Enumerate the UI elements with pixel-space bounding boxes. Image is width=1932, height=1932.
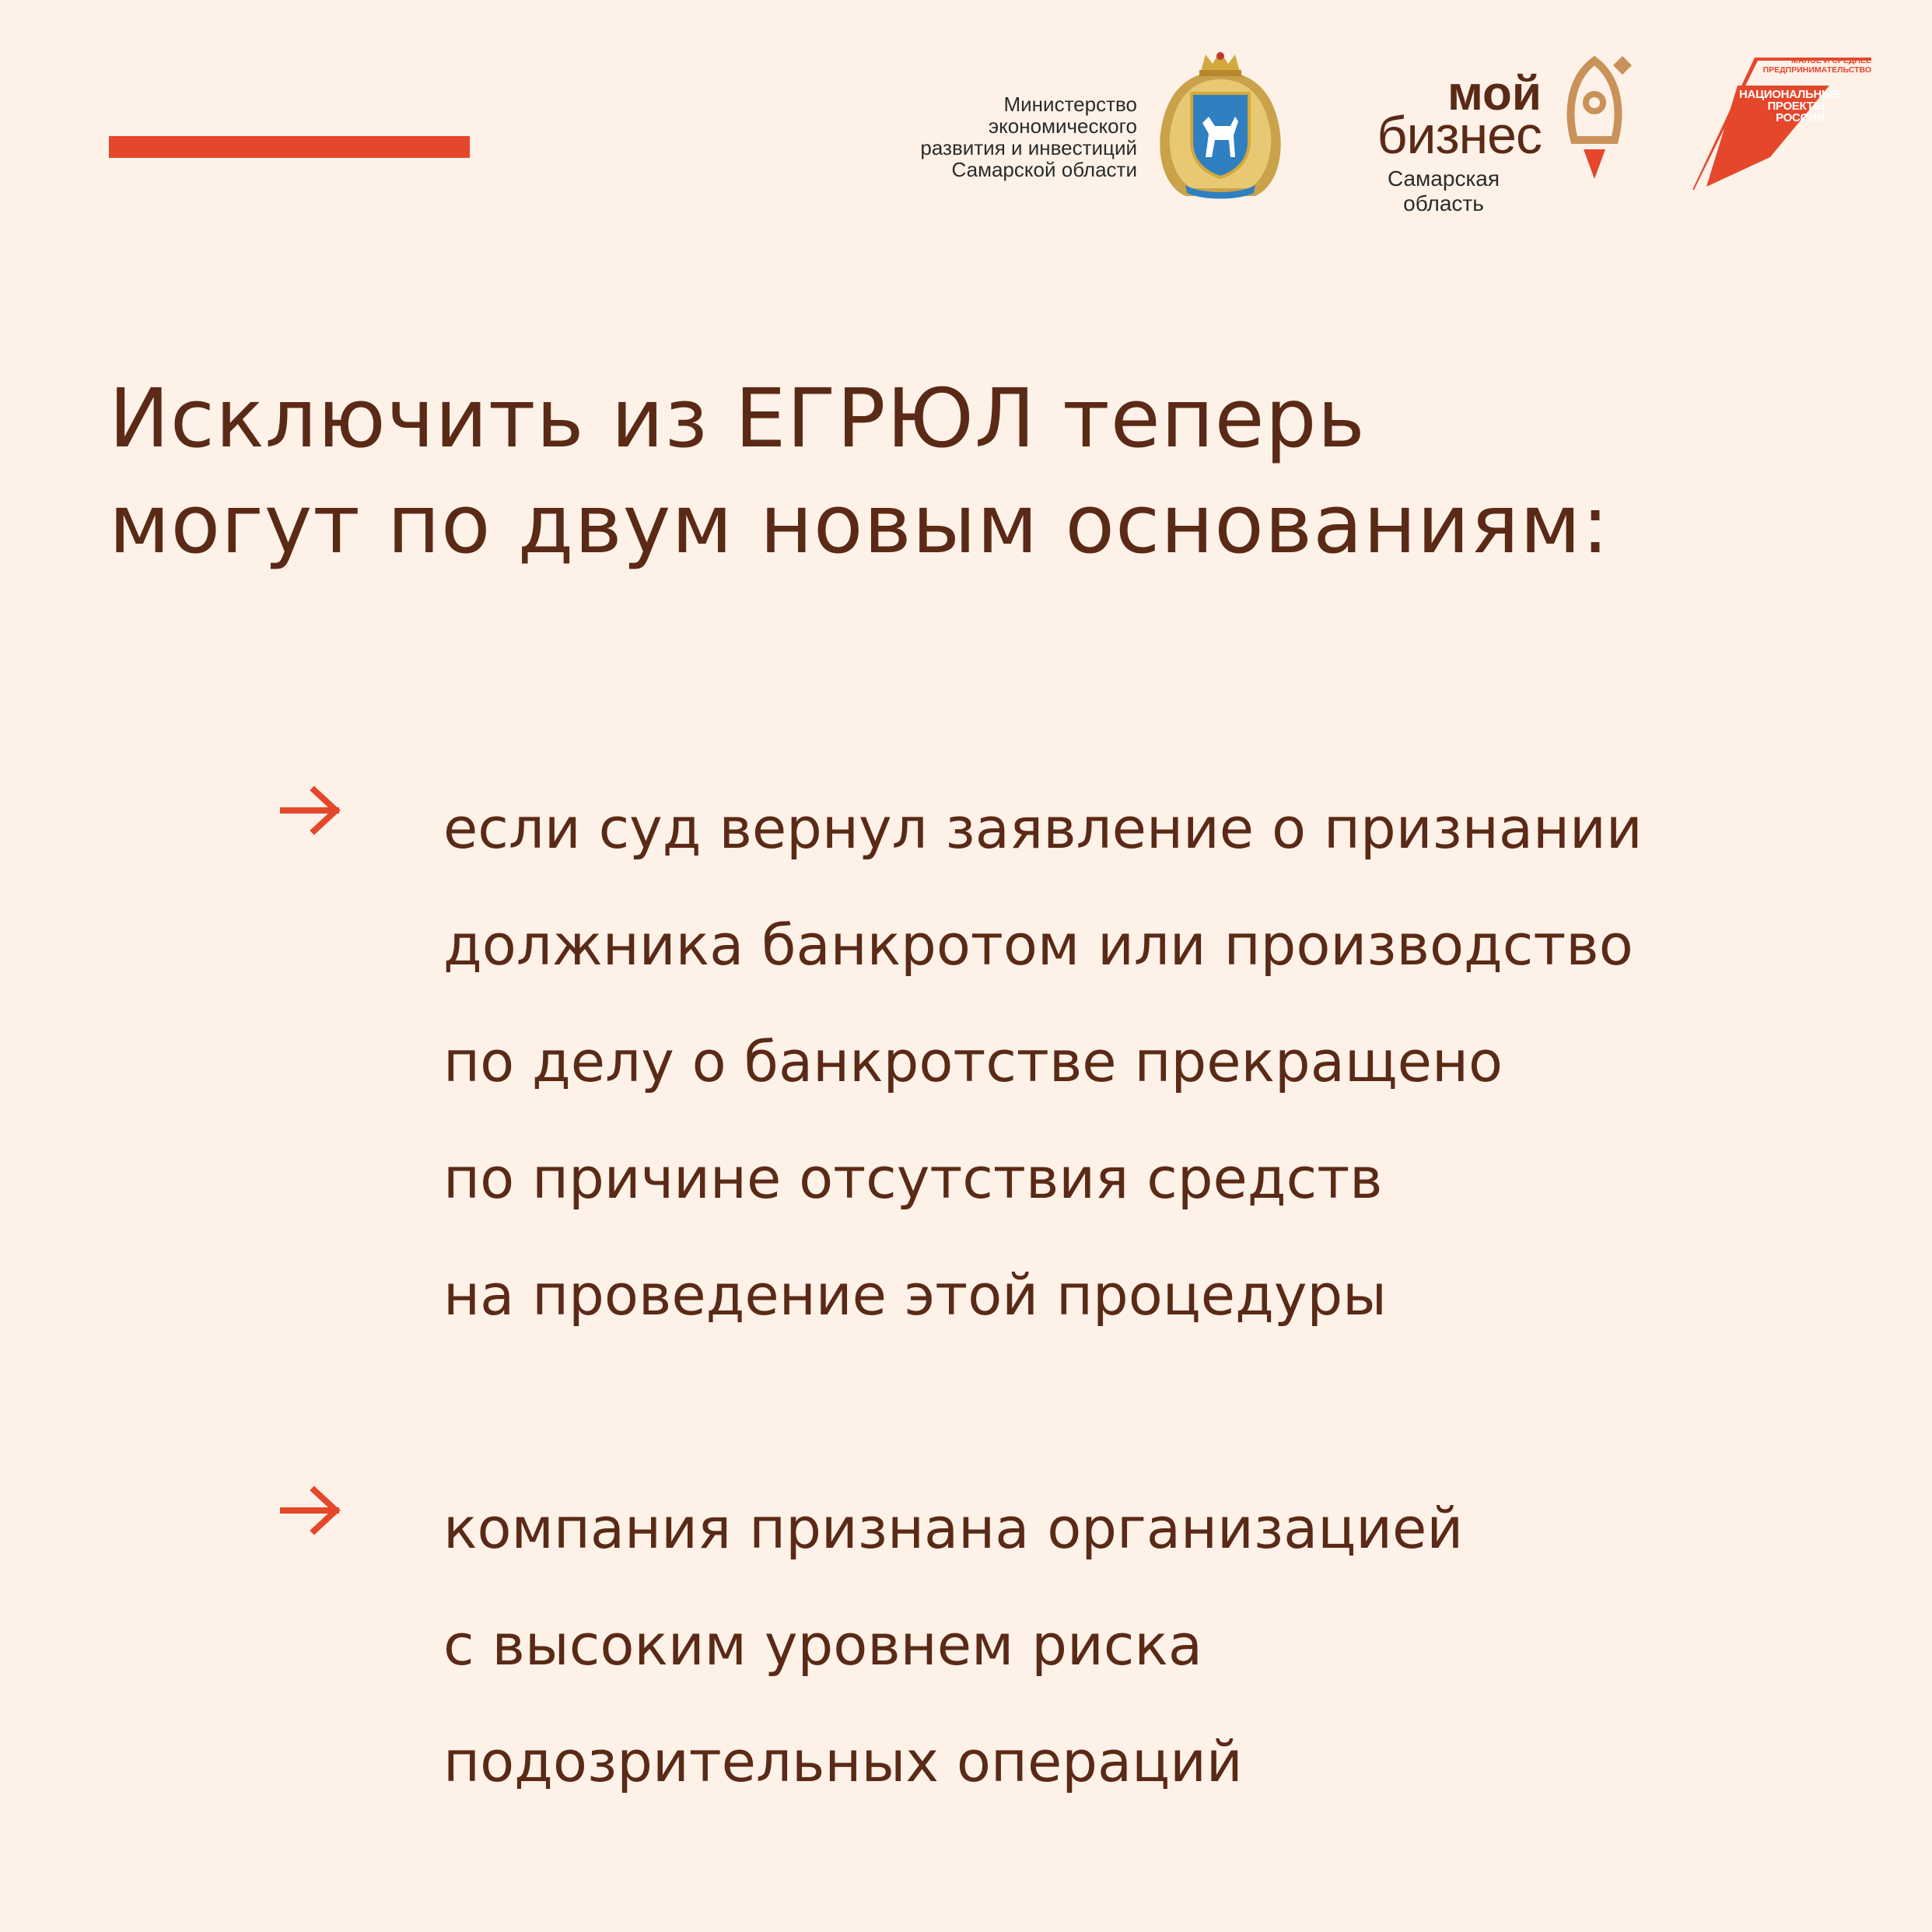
moy-biznes-logo <box>1346 67 1548 215</box>
coat-of-arms-icon <box>1154 48 1286 201</box>
bullet-line: если суд вернул заявление о признании <box>443 796 1643 861</box>
bullet-line: с высоким уровнем риска <box>443 1612 1202 1678</box>
accent-line <box>109 136 470 158</box>
headline-line: Исключить из ЕГРЮЛ теперь <box>109 371 1366 466</box>
ministry-line: развития и инвестиций <box>920 136 1137 159</box>
np-main-line: РОССИИ <box>1776 111 1825 124</box>
ministry-line: Министерство <box>1003 93 1137 116</box>
np-main-line: НАЦИОНАЛЬНЫЕ <box>1739 88 1841 101</box>
national-projects-top <box>1758 56 1871 75</box>
ministry-line: экономического <box>988 114 1137 138</box>
national-projects-logo <box>1692 56 1873 193</box>
np-main-line: ПРОЕКТЫ <box>1767 100 1825 113</box>
bullet-text <box>443 770 1843 1353</box>
arrow-right-icon <box>280 1486 344 1535</box>
bullet-line: по делу о банкротстве прекращено <box>443 1029 1503 1094</box>
bullet-line: подозрительных операций <box>443 1729 1243 1794</box>
national-projects-title <box>1739 88 1841 124</box>
np-top-line: МАЛОЕ И СРЕДНЕЕ <box>1790 56 1871 65</box>
bullet-line: компания признана организацией <box>443 1496 1464 1561</box>
np-top-line: ПРЕДПРИНИМАТЕЛЬСТВО <box>1762 65 1871 75</box>
bullet-line: должника банкротом или производство <box>443 912 1633 978</box>
bullet-text <box>443 1470 1843 1820</box>
national-projects-flag-icon <box>1692 56 1873 193</box>
moy-biznes-word1: мой <box>1447 67 1542 121</box>
headline <box>109 366 1898 577</box>
rocket-icon <box>1556 54 1641 194</box>
ministry-name <box>887 93 1137 180</box>
bullet-line: по причине отсутствия средств <box>443 1146 1383 1211</box>
ministry-line: Самарской области <box>951 158 1137 181</box>
moy-biznes-word2: бизнес <box>1377 106 1542 165</box>
headline-line: могут по двум новым основаниям: <box>109 477 1610 572</box>
bullet-line: на проведение этой процедуры <box>443 1262 1388 1328</box>
moy-biznes-region: Самарская область <box>1387 166 1500 215</box>
arrow-right-icon <box>280 786 344 835</box>
